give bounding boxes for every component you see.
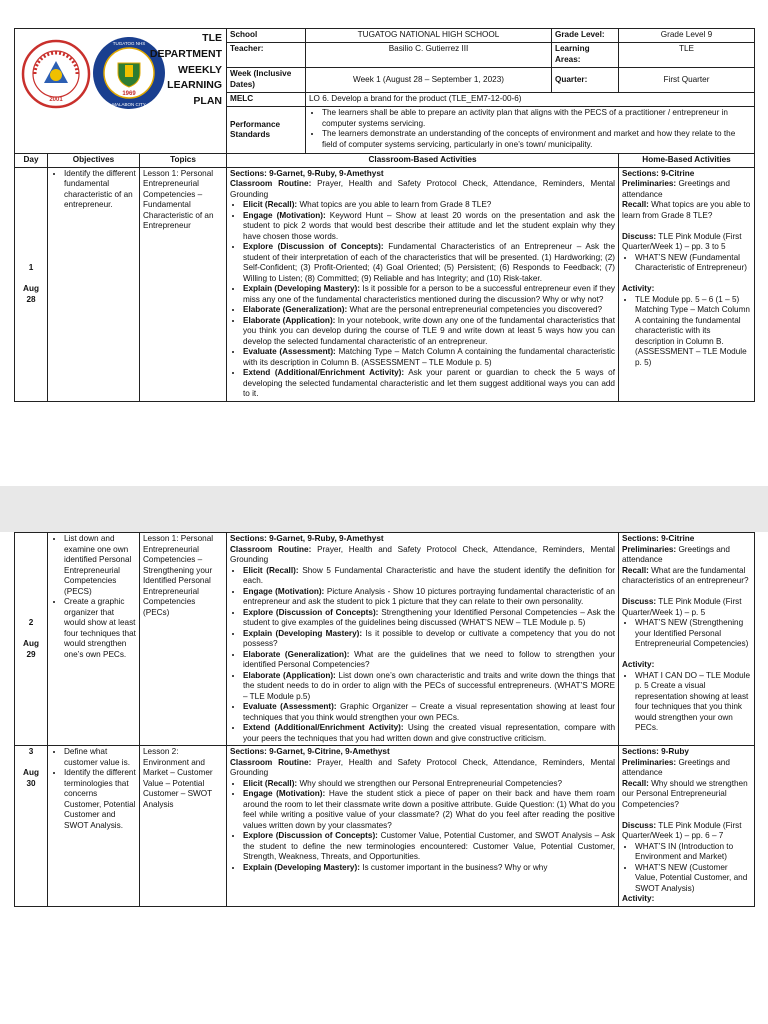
sections-text: Sections: 9-Garnet, 9-Citrine, 9-Amethyst <box>230 747 390 756</box>
day-cell: 3 Aug 30 <box>15 746 48 907</box>
col-header-classroom: Classroom-Based Activities <box>227 154 619 168</box>
day-row <box>15 746 755 907</box>
sections-text: Sections: 9-Garnet, 9-Ruby, 9-Amethyst <box>230 534 384 543</box>
objective-item: • Identify the different fundamental characteristic of an entrepreneur. <box>64 169 136 211</box>
activity-item: • Elaborate (Application): In your notebook, write down any one of the fundamental characteristics that you think you can develop during the course of TLE 9 and write down at least 5 ways how you can develop the selected fundamental characteristic of an entrepreneur. <box>243 316 615 348</box>
routine-text: Classroom Routine: Prayer, Health and Safety Protocol Check, Attendance, Reminders, Mental Grounding <box>230 179 615 199</box>
week-label: Week (Inclusive Dates) <box>227 68 306 93</box>
day-row <box>15 533 755 746</box>
activity-item: • Explain (Developing Mastery): Is it possible for a person to be a successful entrepreneur even if they miss any one of the fundamental characteristics mentioned during the discussion? Why or why not? <box>243 284 615 305</box>
grade-label: Grade Level: <box>552 29 619 43</box>
performance-value <box>306 107 755 154</box>
home-cell: Sections: 9-Citrine Preliminaries: Greetings and attendance Recall: What are the fundamental characteristics of an entrepreneur? Discuss: TLE Pink Module (First Quarter/Week 1) – p. 5 • WHAT’S NEW (Strengthening your Identified Personal Entrepreneurial Competencies) Activity: • WHAT I CAN DO – TLE Module p. 5 Create a visual representation showing at least four techniques that you think would strengthen your own PECs. <box>619 533 755 746</box>
activity-item: • Elicit (Recall): Why should we strengthen our Personal Entrepreneurial Competencies? <box>243 779 615 790</box>
grade-value: Grade Level 9 <box>619 29 755 43</box>
activity-item: • Explore (Discussion of Concepts): Strengthening your Identified Personal Competencies – Ask the student to give examples of the guidelines being discussed (WHAT’S NEW – TLE Module p. 5) <box>243 608 615 629</box>
activity-item: • Engage (Motivation): Picture Analysis - Show 10 pictures portraying fundamental characteristic of an entrepreneur and ask the student to pick 1 picture that they can relate to their own personality. <box>243 587 615 608</box>
school-label: School <box>227 29 306 43</box>
activity-item: • Engage (Motivation): Keyword Hunt – Show at least 20 words on the presentation and ask the student to pick 2 words that would best describe their attitude and let the student explain why they have chosen those words. <box>243 211 615 243</box>
col-header-day: Day <box>15 154 48 168</box>
objectives-cell <box>48 533 140 746</box>
activity-item: • Evaluate (Assessment): Matching Type – Match Column A containing the fundamental characteristic with its description in Column B. (ASSESSMENT – TLE Module p. 5) <box>243 347 615 368</box>
division-seal-year: 2001 <box>49 97 63 103</box>
home-activity-item: • TLE Module pp. 5 – 6 (1 – 5) Matching Type – Match Column A containing the fundamental characteristic with its description in Column B. (ASSESSMENT – TLE Module p. 5) <box>635 295 751 369</box>
school-seal-year: 1969 <box>122 91 136 97</box>
page-2 <box>14 532 754 907</box>
week-value: Week 1 (August 28 – September 1, 2023) <box>306 68 552 93</box>
division-seal-icon <box>21 39 91 109</box>
objective-item: • Identify the different terminologies that concerns Customer, Potential Customer and SWOT Analysis. <box>64 768 136 831</box>
home-activity-item: • WHAT I CAN DO – TLE Module p. 5 Create a visual representation showing at least four techniques that you think would strengthen your own PECs. <box>635 671 751 734</box>
home-sections: Sections: 9-Citrine <box>622 534 695 543</box>
teacher-label: Teacher: <box>227 43 306 68</box>
col-header-topics: Topics <box>140 154 227 168</box>
objective-item: • Create a graphic organizer that would show at least four techniques that would strengthen one’s own PECs. <box>64 597 136 660</box>
melc-label: MELC <box>227 93 306 107</box>
areas-label: Learning Areas: <box>552 43 619 68</box>
melc-value: LO 6. Develop a brand for the product (TLE_EM7-12-00-6) <box>306 93 755 107</box>
topic-cell: Lesson 2: Environment and Market – Customer Value – Potential Customer – SWOT Analysis <box>140 746 227 907</box>
activity-item: • Extend (Additional/Enrichment Activity): Ask your parent or guardian to check the 5 ways of developing the selected fundamental characteristic and let them suggest additional ways you can add to it. <box>243 368 615 400</box>
activity-item: • Explore (Discussion of Concepts): Customer Value, Potential Customer, and SWOT Analysis – Ask the student to define the new terminologies encountered: Customer Value, Potential Customer, Strength, Weakness, Threats, and Opportunities. <box>243 831 615 863</box>
areas-value: TLE <box>619 43 755 68</box>
activity-item: • Explain (Developing Mastery): Is it possible to develop or cultivate a competency that you do not possess? <box>243 629 615 650</box>
objectives-cell <box>48 746 140 907</box>
home-cell: Sections: 9-Citrine Preliminaries: Greetings and attendance Recall: What topics are you able to learn from Grade 8 TLE? Discuss: TLE Pink Module (First Quarter/Week 1) – pp. 3 to 5 • WHAT’S NEW (Fundamental Characteristic of Entrepreneur) Activity: • TLE Module pp. 5 – 6 (1 – 5) Matching Type – Match Column A containing the fundamental characteristic with its description in Column B. (ASSESSMENT – TLE Module p. 5) <box>619 167 755 401</box>
topic-cell: Lesson 1: Personal Entrepreneurial Competencies – Strengthening your Identified Personal Entrepreneurial Competencies (PECs) <box>140 533 227 746</box>
routine-text: Classroom Routine: Prayer, Health and Safety Protocol Check, Attendance, Reminders, Mental Grounding <box>230 757 615 777</box>
activity-item: • Elaborate (Application): List down one’s own characteristic and traits and write down the things that the student needs to do in order to align with the PECs of successful entrepreneurs. (WHAT’S MORE – TLE Module p.5) <box>243 671 615 703</box>
day-cell: 1 Aug 28 <box>15 167 48 401</box>
school-value: TUGATOG NATIONAL HIGH SCHOOL <box>306 29 552 43</box>
classroom-cell <box>227 746 619 907</box>
svg-text:MALABON CITY: MALABON CITY <box>112 102 146 107</box>
activity-item: • Explain (Developing Mastery): Is customer important in the business? Why or why <box>243 863 615 874</box>
activity-item: • Evaluate (Assessment): Graphic Organizer – Create a visual representation showing at least four techniques that you think would strengthen your own PECs. <box>243 702 615 723</box>
performance-item: • The learners demonstrate an understanding of the concepts of environment and market and how they relate to the field of computer systems servicing, particularly in one’s town/ municipality. <box>322 129 751 150</box>
day-row <box>15 167 755 401</box>
quarter-value: First Quarter <box>619 68 755 93</box>
day-cell: 2 Aug 29 <box>15 533 48 746</box>
objective-item: • List down and examine one own identified Personal Entrepreneurial Competencies (PECS) <box>64 534 136 597</box>
performance-item: • The learners shall be able to prepare an activity plan that aligns with the PECS of a practitioner / entrepreneur in computer systems servicing. <box>322 108 751 129</box>
plan-table <box>14 153 755 402</box>
performance-label: Performance Standards <box>227 107 306 154</box>
activity-item: • Extend (Additional/Enrichment Activity): Using the created visual representation, compare with your peers the techniques that you had written down and give constructive criticism. <box>243 723 615 744</box>
activity-item: • Elaborate (Generalization): What are the personal entrepreneurial competencies you discovered? <box>243 305 615 316</box>
page-1 <box>14 28 754 402</box>
col-header-home: Home-Based Activities <box>619 154 755 168</box>
home-cell: Sections: 9-Ruby Preliminaries: Greetings and attendance Recall: Why should we strengthen our Personal Entrepreneurial Competencies? Discuss: TLE Pink Module (First Quarter/Week 1) – pp. 6 – 7 • WHAT’S IN (Introduction to Environment and Market) • WHAT’S NEW (Customer Value, Potential Customer, and SWOT Analysis) Activity: <box>619 746 755 907</box>
routine-text: Classroom Routine: Prayer, Health and Safety Protocol Check, Attendance, Reminders, Mental Grounding <box>230 544 615 564</box>
home-discuss-item: • WHAT’S NEW (Fundamental Characteristic of Entrepreneur) <box>635 253 751 274</box>
home-discuss-item: • WHAT’S NEW (Customer Value, Potential Customer, and SWOT Analysis) <box>635 863 751 895</box>
classroom-cell <box>227 167 619 401</box>
home-discuss-item: • WHAT’S NEW (Strengthening your Identified Personal Entrepreneurial Competencies) <box>635 618 751 650</box>
sections-text: Sections: 9-Garnet, 9-Ruby, 9-Amethyst <box>230 168 384 178</box>
classroom-cell <box>227 533 619 746</box>
col-header-objectives: Objectives <box>48 154 140 168</box>
home-sections: Sections: 9-Ruby <box>622 747 689 756</box>
page-gap <box>0 486 768 532</box>
home-sections: Sections: 9-Citrine <box>622 168 695 178</box>
quarter-label: Quarter: <box>552 68 619 93</box>
activity-item: • Elicit (Recall): Show 5 Fundamental Characteristic and have the student identify the definition for each. <box>243 566 615 587</box>
plan-table-continued <box>14 532 755 907</box>
activity-item: • Explore (Discussion of Concepts): Fundamental Characteristics of an Entrepreneur – Ask the student of their interpretation of each of the characteristics that will be presented. (1) Hardworking; (2) Self-Confident; (3) Profit-Oriented; (4) Goal Oriented; (5) Persistent; (6) Responds to Feedback; (7) Willing to Listen; (8) Committed; (9) Reliable and has Integrity; and (10) Risk-taker. <box>243 242 615 284</box>
header-table <box>14 28 755 154</box>
topic-cell: Lesson 1: Personal Entrepreneurial Competencies – Fundamental Characteristic of an Entrepreneur <box>140 167 227 401</box>
objectives-cell <box>48 167 140 401</box>
objective-item: • Define what customer value is. <box>64 747 136 768</box>
header-logo-cell <box>15 29 227 154</box>
department-title: TLE DEPARTMENT WEEKLY LEARNING PLAN <box>149 32 222 107</box>
home-discuss-item: • WHAT’S IN (Introduction to Environment and Market) <box>635 842 751 863</box>
activity-item: • Engage (Motivation): Have the student stick a piece of paper on their back and have them roam around the room to let their classmate write down a positive attribute. Guide Question: (1) What do you feel while writing a positive value of your classmate? (2) What do you feel after reading the positive values written down by your classmates? <box>243 789 615 831</box>
svg-text:TUGATOG NHS: TUGATOG NHS <box>112 41 146 46</box>
teacher-value: Basilio C. Gutierrez III <box>306 43 552 68</box>
activity-item: • Elaborate (Generalization): What are the guidelines that we need to follow to strengthen your identified Personal Competencies? <box>243 650 615 671</box>
activity-item: • Elicit (Recall): What topics are you able to learn from Grade 8 TLE? <box>243 200 615 211</box>
